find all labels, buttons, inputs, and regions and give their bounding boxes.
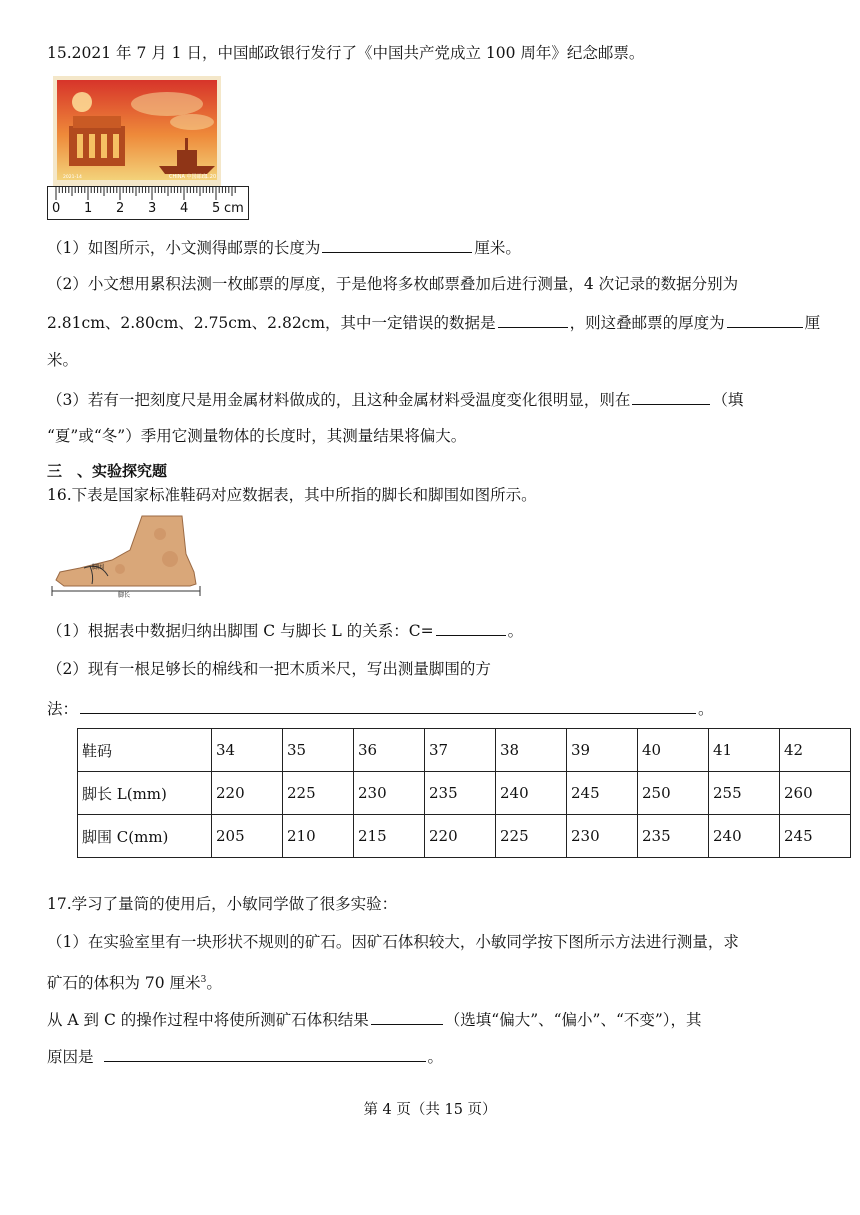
foot-length-label: 脚长: [118, 592, 131, 598]
table-cell: 245: [780, 815, 851, 858]
q15-part2-line1: （2）小文想用累积法测一枚邮票的厚度，于是他将多枚邮票叠加后进行测量，4 次记录的数据分别为: [47, 275, 739, 293]
q15-part3-line1: （3）若有一把刻度尺是用金属材料做成的，且这种金属材料受温度变化很明显，则在 （填: [47, 388, 842, 411]
table-cell: 235: [638, 815, 709, 858]
q17-part2: 从 A 到 C 的操作过程中将使所测矿石体积结果 （选填“偏大”、“偏小”、“不变”），其: [47, 1008, 842, 1031]
q17-result-blank[interactable]: [371, 1008, 443, 1025]
q17-part3: 原因是 。: [47, 1045, 842, 1068]
shoe-size-table: [77, 728, 851, 858]
table-row: [78, 815, 851, 858]
q17-part1-line2: 矿石的体积为 70 厘米$^3$。: [47, 974, 222, 993]
q16-part2-line2: 法： 。: [47, 697, 842, 720]
section-heading: 三 、实验探究题: [47, 462, 168, 480]
q17-intro: 17.学习了量筒的使用后，小敏同学做了很多实验：: [47, 895, 398, 913]
q17-reason-blank[interactable]: [104, 1045, 426, 1062]
table-row-label: 脚围 C(mm): [78, 815, 212, 858]
table-cell: 42: [780, 729, 851, 772]
table-cell: 205: [212, 815, 283, 858]
ruler-label: 2: [116, 201, 125, 216]
q17-part1-line1: （1）在实验室里有一块形状不规则的矿石。因矿石体积较大，小敏同学按下图所示方法进行测量，求: [47, 933, 739, 951]
q15-part1: （1）如图所示，小文测得邮票的长度为 厘米。: [47, 236, 842, 259]
foot-figure: [50, 514, 210, 598]
ruler-label: 1: [84, 201, 93, 216]
table-cell: 36: [354, 729, 425, 772]
table-row-label: 脚长 L(mm): [78, 772, 212, 815]
q15-part2-line3: 米。: [47, 351, 79, 369]
stamp-country-text: CHINA 中国邮政: [169, 174, 207, 180]
q16-relation-blank[interactable]: [436, 619, 506, 636]
stamp-imprint-text: 2021-14: [63, 175, 82, 180]
q16-method-blank[interactable]: [80, 697, 696, 714]
table-row-label: 鞋码: [78, 729, 212, 772]
q15-wrong-data-blank[interactable]: [498, 311, 568, 328]
table-cell: 40: [638, 729, 709, 772]
table-cell: 250: [638, 772, 709, 815]
q15-part3-line2: “夏”或“冬”）季用它测量物体的长度时，其测量结果将偏大。: [47, 427, 467, 445]
table-row: [78, 772, 851, 815]
table-cell: 220: [212, 772, 283, 815]
ruler-label: 0: [52, 201, 61, 216]
table-cell: 245: [567, 772, 638, 815]
table-cell: 230: [567, 815, 638, 858]
q15-intro: 15.2021 年 7 月 1 日，中国邮政银行发行了《中国共产党成立 100 周年》纪念邮票。: [47, 44, 645, 62]
q15-thickness-blank[interactable]: [727, 311, 803, 328]
q15-part2-line2: 2.81cm、2.80cm、2.75cm、2.82cm，其中一定错误的数据是 ，则这叠邮票的厚度为 厘: [47, 311, 842, 334]
q15-season-blank[interactable]: [632, 388, 710, 405]
ruler-label: 3: [148, 201, 157, 216]
ruler-unit: cm: [224, 201, 244, 216]
q15-length-blank[interactable]: [322, 236, 472, 253]
table-cell: 240: [709, 815, 780, 858]
table-cell: 34: [212, 729, 283, 772]
table-cell: 210: [283, 815, 354, 858]
table-cell: 240: [496, 772, 567, 815]
foot-girth-label: 脚围: [92, 564, 105, 571]
table-cell: 215: [354, 815, 425, 858]
table-cell: 37: [425, 729, 496, 772]
table-cell: 225: [283, 772, 354, 815]
table-cell: 260: [780, 772, 851, 815]
table-cell: 41: [709, 729, 780, 772]
table-row: [78, 729, 851, 772]
table-cell: 220: [425, 815, 496, 858]
table-cell: 35: [283, 729, 354, 772]
ruler-label: 5: [212, 201, 221, 216]
table-cell: 225: [496, 815, 567, 858]
ruler-label: 4: [180, 201, 189, 216]
table-cell: 255: [709, 772, 780, 815]
ruler: [47, 186, 249, 220]
q16-intro: 16.下表是国家标准鞋码对应数据表，其中所指的脚长和脚围如图所示。: [47, 486, 537, 504]
page-footer: 第 4 页（共 15 页）: [363, 1102, 497, 1118]
table-cell: 230: [354, 772, 425, 815]
table-cell: 38: [496, 729, 567, 772]
stamp-value-text: 1.20: [205, 174, 217, 180]
q16-part2-line1: （2）现有一根足够长的棉线和一把木质米尺，写出测量脚围的方: [47, 660, 491, 678]
stamp-figure: [47, 74, 252, 222]
table-cell: 235: [425, 772, 496, 815]
q16-part1: （1）根据表中数据归纳出脚围 C 与脚长 L 的关系：C= 。: [47, 619, 842, 642]
foot-illustration: [50, 514, 210, 598]
ruler-ticks: [48, 187, 248, 201]
table-cell: 39: [567, 729, 638, 772]
